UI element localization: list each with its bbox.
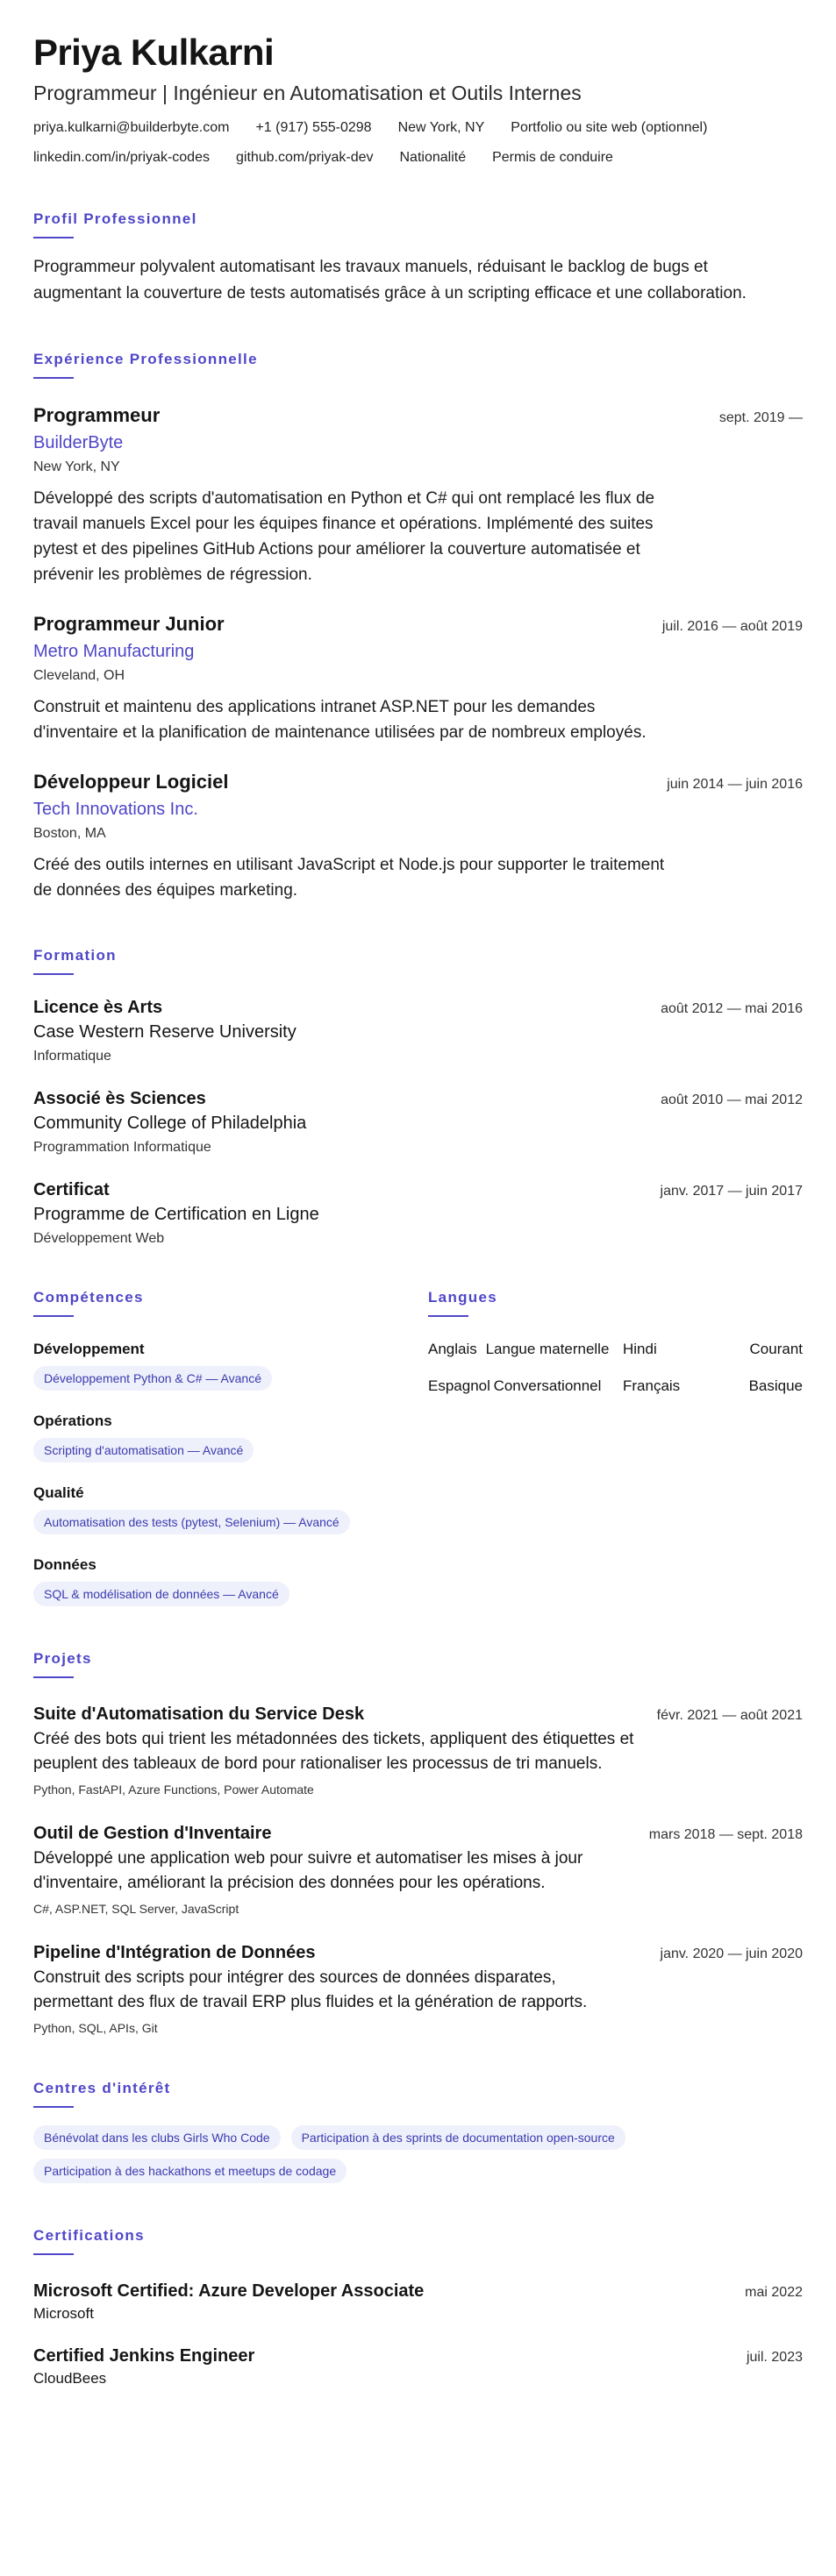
languages-section — [428, 1289, 803, 1606]
certifications-section — [33, 2227, 803, 2388]
education-section — [33, 947, 803, 1249]
section-title: Centres d'intérêt — [33, 2080, 171, 2096]
certification-entry — [33, 2345, 803, 2388]
skill-category: Données — [33, 1556, 96, 1573]
certification-issuer: Microsoft — [33, 2305, 94, 2322]
certification-issuer: CloudBees — [33, 2370, 107, 2387]
contact-portfolio[interactable]: Portfolio ou site web (optionnel) — [511, 120, 708, 135]
contact-linkedin[interactable]: linkedin.com/in/priyak-codes — [33, 150, 210, 165]
section-title: Profil Professionnel — [33, 210, 197, 227]
section-divider — [33, 2106, 74, 2108]
interest-tag: Bénévolat dans les clubs Girls Who Code — [33, 2125, 281, 2150]
project-name: Suite d'Automatisation du Service Desk — [33, 1704, 365, 1724]
degree: Certificat — [33, 1180, 110, 1199]
contact-info — [33, 119, 803, 167]
profile-summary: Programmeur polyvalent automatisant les travaux manuels, réduisant le backlog de bugs et augmentant la couverture de tests automatisés grâce à un scripting efficace et une collaboration. — [33, 258, 747, 302]
job-date: juil. 2016 — août 2019 — [661, 619, 803, 634]
section-title: Expérience Professionnelle — [33, 351, 258, 367]
certification-name: Certified Jenkins Engineer — [33, 2346, 255, 2366]
section-title: Langues — [428, 1289, 498, 1306]
field-of-study: Programmation Informatique — [33, 1140, 211, 1155]
language-name: Anglais — [428, 1341, 477, 1357]
job-title: Programmeur — [33, 404, 161, 426]
section-divider — [33, 237, 74, 238]
contact-driving-license: Permis de conduire — [492, 150, 613, 165]
section-title: Compétences — [33, 1289, 144, 1306]
project-entry — [33, 1941, 803, 2036]
language-name: Hindi — [623, 1341, 657, 1357]
skill-tag: SQL & modélisation de données — Avancé — [33, 1582, 289, 1606]
job-description: Créé des outils internes en utilisant JavaScript et Node.js pour supporter le traitement de données des équipes marketing. — [33, 856, 665, 900]
education-entry — [33, 996, 803, 1066]
section-title: Formation — [33, 947, 117, 964]
job-description: Construit et maintenu des applications intranet ASP.NET pour les demandes d'inventaire et la planification de maintenance utilisées par de nombreux employés. — [33, 698, 647, 742]
section-divider — [33, 1315, 74, 1317]
section-title: Projets — [33, 1650, 92, 1667]
contact-location: New York, NY — [397, 120, 485, 135]
interests-section — [33, 2080, 803, 2183]
languages-table — [428, 1340, 803, 1396]
section-divider — [33, 377, 74, 379]
certification-date: juil. 2023 — [746, 2350, 803, 2365]
project-tech: Python, SQL, APIs, Git — [33, 2021, 158, 2035]
section-divider — [33, 973, 74, 975]
education-date: août 2012 — mai 2016 — [661, 1001, 803, 1016]
section-divider — [33, 2253, 74, 2255]
job-company: Metro Manufacturing — [33, 642, 195, 661]
candidate-headline: Programmeur | Ingénieur en Automatisation et Outils Internes — [33, 82, 582, 104]
experience-entry — [33, 612, 803, 745]
education-entry — [33, 1087, 803, 1157]
certification-name: Microsoft Certified: Azure Developer Associate — [33, 2281, 425, 2301]
project-name: Outil de Gestion d'Inventaire — [33, 1824, 272, 1843]
job-description: Développé des scripts d'automatisation en Python et C# qui ont remplacé les flux de travail manuels Excel pour les équipes finance et opérations. Implémenté des suites pytest et des pipelines GitHub Actions pour améliorer la couverture automatisée et prévenir les problèmes de régression. — [33, 489, 655, 584]
project-tech: C#, ASP.NET, SQL Server, JavaScript — [33, 1902, 239, 1916]
candidate-name: Priya Kulkarni — [33, 32, 275, 73]
skills-section — [33, 1289, 428, 1606]
interest-tag: Participation à des sprints de documentation open-source — [291, 2125, 625, 2150]
job-location: New York, NY — [33, 459, 120, 474]
experience-entry — [33, 403, 803, 587]
contact-github[interactable]: github.com/priyak-dev — [235, 150, 374, 165]
job-title: Développeur Logiciel — [33, 771, 229, 793]
school: Case Western Reserve University — [33, 1022, 297, 1042]
project-description: Construit des scripts pour intégrer des sources de données disparates, permettant des flux de travail ERP plus fluides et la génération de rapports. — [33, 1968, 588, 2011]
experience-section — [33, 351, 803, 903]
project-date: févr. 2021 — août 2021 — [656, 1708, 803, 1723]
section-divider — [428, 1315, 468, 1317]
project-date: mars 2018 — sept. 2018 — [648, 1827, 803, 1842]
job-company: BuilderByte — [33, 433, 124, 452]
job-date: sept. 2019 — — [718, 410, 803, 425]
skill-group — [33, 1412, 428, 1462]
language-level: Courant — [749, 1341, 803, 1357]
interest-tag: Participation à des hackathons et meetups de codage — [33, 2159, 347, 2183]
skill-tag: Développement Python & C# — Avancé — [33, 1366, 272, 1391]
skill-group — [33, 1340, 428, 1391]
education-date: janv. 2017 — juin 2017 — [660, 1184, 803, 1199]
skill-category: Qualité — [33, 1484, 84, 1501]
language-level: Conversationnel — [493, 1377, 602, 1394]
certification-entry — [33, 2280, 803, 2323]
certification-date: mai 2022 — [745, 2285, 803, 2300]
job-company: Tech Innovations Inc. — [33, 800, 198, 819]
profile-section — [33, 210, 803, 307]
language-level: Langue maternelle — [485, 1341, 610, 1357]
skill-group — [33, 1555, 428, 1606]
education-entry — [33, 1178, 803, 1249]
job-location: Cleveland, OH — [33, 668, 125, 683]
field-of-study: Informatique — [33, 1049, 111, 1064]
job-title: Programmeur Junior — [33, 613, 225, 635]
language-level: Basique — [748, 1377, 803, 1394]
skill-group — [33, 1484, 428, 1534]
job-location: Boston, MA — [33, 826, 106, 841]
project-tech: Python, FastAPI, Azure Functions, Power Automate — [33, 1783, 314, 1797]
education-date: août 2010 — mai 2012 — [661, 1092, 803, 1107]
skill-category: Opérations — [33, 1413, 112, 1429]
project-description: Créé des bots qui trient les métadonnées des tickets, appliquent des étiquettes et peuplent des tableaux de bord pour rationaliser les processus de tri manuels. — [33, 1730, 634, 1773]
project-entry — [33, 1703, 803, 1797]
interest-tags — [33, 2125, 700, 2183]
project-description: Développé une application web pour suivre et automatiser les mises à jour d'inventaire, améliorant la précision des données pour les opérations. — [33, 1849, 583, 1892]
school: Programme de Certification en Ligne — [33, 1205, 319, 1224]
field-of-study: Développement Web — [33, 1231, 165, 1246]
language-name: Français — [623, 1377, 681, 1394]
school: Community College of Philadelphia — [33, 1114, 307, 1133]
section-title: Certifications — [33, 2227, 145, 2244]
projects-section — [33, 1650, 803, 2036]
project-name: Pipeline d'Intégration de Données — [33, 1943, 316, 1962]
degree: Associé ès Sciences — [33, 1089, 206, 1108]
skills-languages-row — [33, 1289, 803, 1606]
skill-category: Développement — [33, 1341, 145, 1357]
language-name: Espagnol — [428, 1377, 490, 1394]
experience-entry — [33, 770, 803, 903]
contact-phone[interactable]: +1 (917) 555-0298 — [255, 120, 372, 135]
project-entry — [33, 1822, 803, 1917]
skill-tag: Automatisation des tests (pytest, Selenium) — Avancé — [33, 1510, 350, 1534]
section-divider — [33, 1676, 74, 1678]
degree: Licence ès Arts — [33, 998, 163, 1017]
contact-email[interactable]: priya.kulkarni@builderbyte.com — [33, 120, 230, 135]
project-date: janv. 2020 — juin 2020 — [660, 1946, 803, 1961]
skill-tag: Scripting d'automatisation — Avancé — [33, 1438, 254, 1462]
resume-header — [33, 32, 803, 167]
contact-nationality: Nationalité — [399, 150, 467, 165]
job-date: juin 2014 — juin 2016 — [667, 777, 803, 792]
